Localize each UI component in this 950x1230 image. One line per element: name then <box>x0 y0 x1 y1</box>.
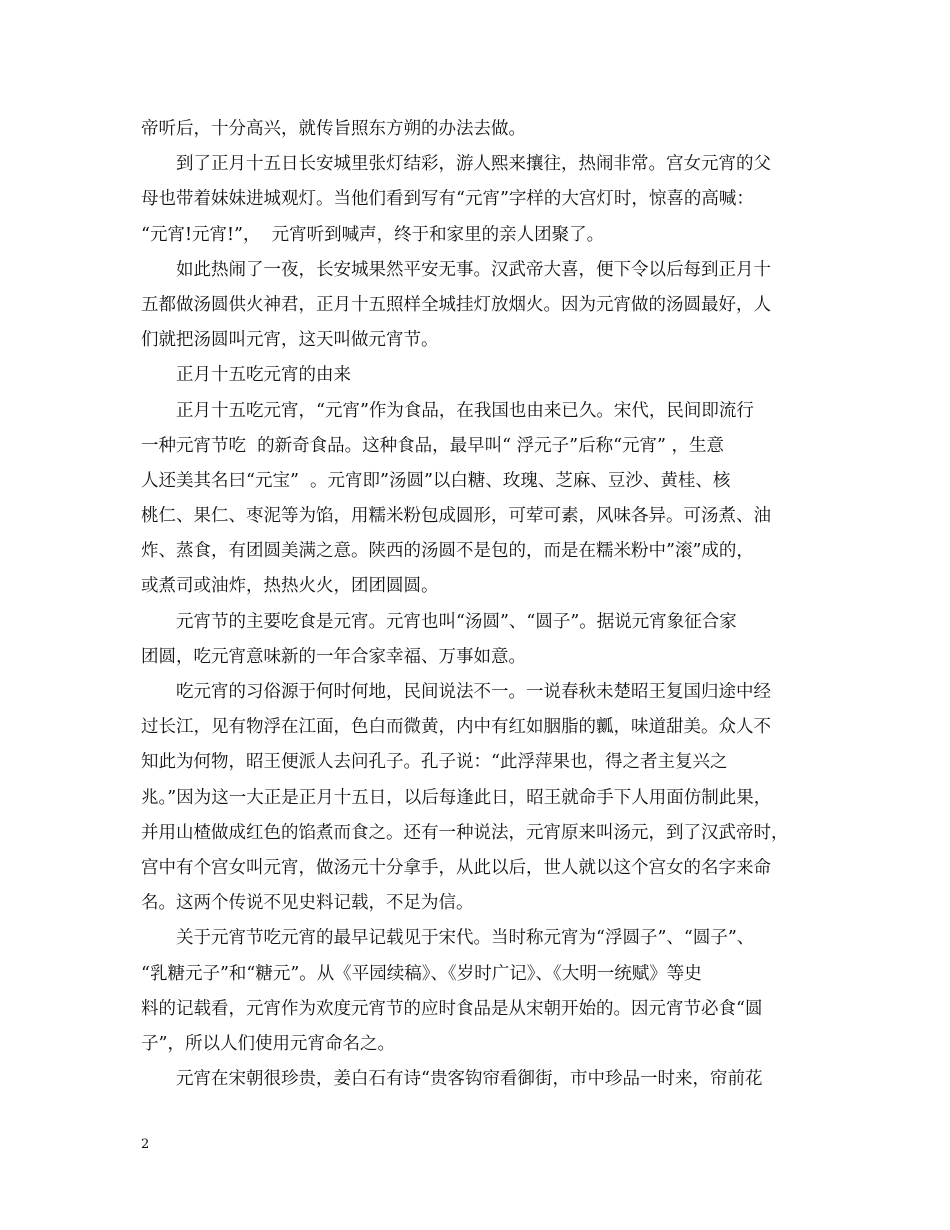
text-line: 或煮司或油炸，热热火火，团团圆圆。 <box>141 576 439 597</box>
text-line: 并用山楂做成红色的馅煮而食之。还有一种说法，元宵原来叫汤元，到了汉武帝时， <box>141 822 789 843</box>
text-line: “乳糖元子”和“糖元”。从《平园续稿》、《岁时广记》、《大明一统赋》等史 <box>141 963 702 984</box>
text-line: 炸、蒸食，有团圆美满之意。陕西的汤圆不是包的，而是在糯米粉中”滚”成的， <box>141 541 754 562</box>
text-line: 兆。”因为这一大正是正月十五日，以后每逢此日，昭王就命手下人用面仿制此果， <box>141 787 772 808</box>
text-line: 们就把汤圆叫元宵，这天叫做元宵节。 <box>141 330 439 351</box>
text-line: 人还美其名曰“元宝” 。元宵即”汤圆”以白糖、玫瑰、芝麻、豆沙、黄桂、核 <box>141 470 731 491</box>
paragraph-first-line: 元宵节的主要吃食是元宵。元宵也叫“汤圆”、“圆子”。据说元宵象征合家 <box>176 611 737 632</box>
text-line: 名。这两个传说不见史料记载，不足为信。 <box>141 893 474 914</box>
text-line: 母也带着妹妹进城观灯。当他们看到写有“元宵”字样的大宫灯时，惊喜的高喊： <box>141 189 754 210</box>
text-line: 知此为何物，昭王便派人去问孔子。孔子说：“此浮萍果也，得之者主复兴之 <box>141 752 728 773</box>
paragraph-first-line: 正月十五吃元宵，“元宵”作为食品，在我国也由来已久。宋代，民间即流行 <box>176 400 754 421</box>
paragraph-first-line: 到了正月十五日长安城里张灯结彩，游人熙来攘往，热闹非常。宫女元宵的父 <box>176 154 771 175</box>
paragraph-first-line: 元宵在宋朝很珍贵，姜白石有诗“贵客钩帘看御街，市中珍品一时来，帘前花 <box>176 1069 763 1090</box>
text-line: 桃仁、果仁、枣泥等为馅，用糯米粉包成圆形，可荤可素，风味各异。可汤煮、油 <box>141 506 771 527</box>
text-line: 过长江，见有物浮在江面，色白而微黄，内中有红如胭脂的瓤，味道甜美。众人不 <box>141 717 771 738</box>
text-line: 子”，所以人们使用元宵命名之。 <box>141 1033 395 1054</box>
paragraph-first-line: 如此热闹了一夜，长安城果然平安无事。汉武帝大喜，便下令以后每到正月十 <box>176 259 771 280</box>
text-line: 一种元宵节吃 的新奇食品。这种食品，最早叫“ 浮元子”后称“元宵” ，生意 <box>141 435 725 456</box>
text-line: “元宵!元宵!”， 元宵听到喊声，终于和家里的亲人团聚了。 <box>141 224 605 245</box>
paragraph-first-line: 正月十五吃元宵的由来 <box>176 365 351 386</box>
text-line: 帝听后，十分高兴，就传旨照东方朔的办法去做。 <box>141 119 526 139</box>
page-number: 2 <box>141 1137 150 1152</box>
text-line: 五都做汤圆供火神君，正月十五照样全城挂灯放烟火。因为元宵做的汤圆最好，人 <box>141 294 771 315</box>
text-line: 料的记载看，元宵作为欢度元宵节的应时食品是从宋朝开始的。因元宵节必食“圆 <box>141 998 763 1019</box>
body-text <box>141 112 813 1097</box>
text-line: 团圆，吃元宵意味新的一年合家幸福、万事如意。 <box>141 646 526 667</box>
paragraph-first-line: 吃元宵的习俗源于何时何地，民间说法不一。一说春秋未楚昭王复国归途中经 <box>176 682 771 702</box>
paragraph-first-line: 关于元宵节吃元宵的最早记载见于宋代。当时称元宵为“浮圆子”、“圆子”、 <box>176 928 755 949</box>
text-line: 宫中有个宫女叫元宵，做汤元十分拿手，从此以后，世人就以这个宫女的名字来命 <box>141 857 771 878</box>
